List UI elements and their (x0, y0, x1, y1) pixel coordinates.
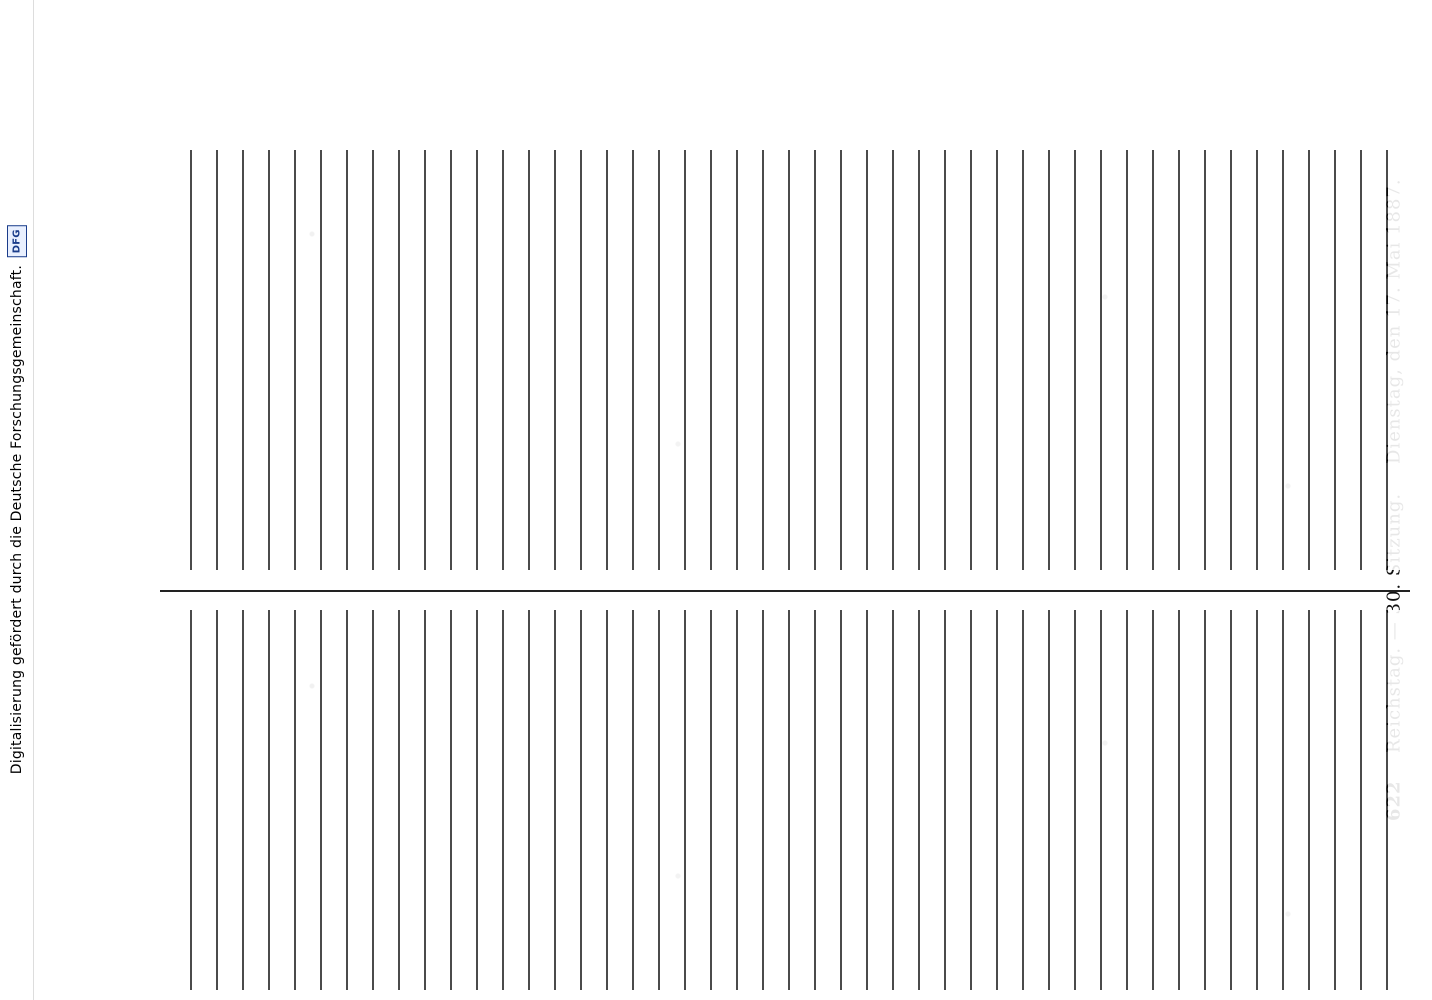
digitization-credit-strip (0, 0, 34, 1000)
top-text-column (190, 150, 1410, 570)
column-divider (160, 590, 1410, 592)
scan-noise (190, 150, 1410, 570)
bottom-text-column (190, 610, 1410, 990)
bottom-text-placeholder (190, 610, 191, 611)
scanned-page (70, 70, 1360, 910)
digitization-credit (7, 225, 27, 774)
top-text-placeholder (190, 150, 191, 151)
dfg-logo: DFG (7, 225, 27, 257)
scan-noise (190, 610, 1410, 990)
session-title: 30. (1383, 582, 1405, 615)
digitization-credit-text: Digitalisierung gefördert durch die Deutsche Forschungsgemeinschaft. (8, 265, 25, 775)
